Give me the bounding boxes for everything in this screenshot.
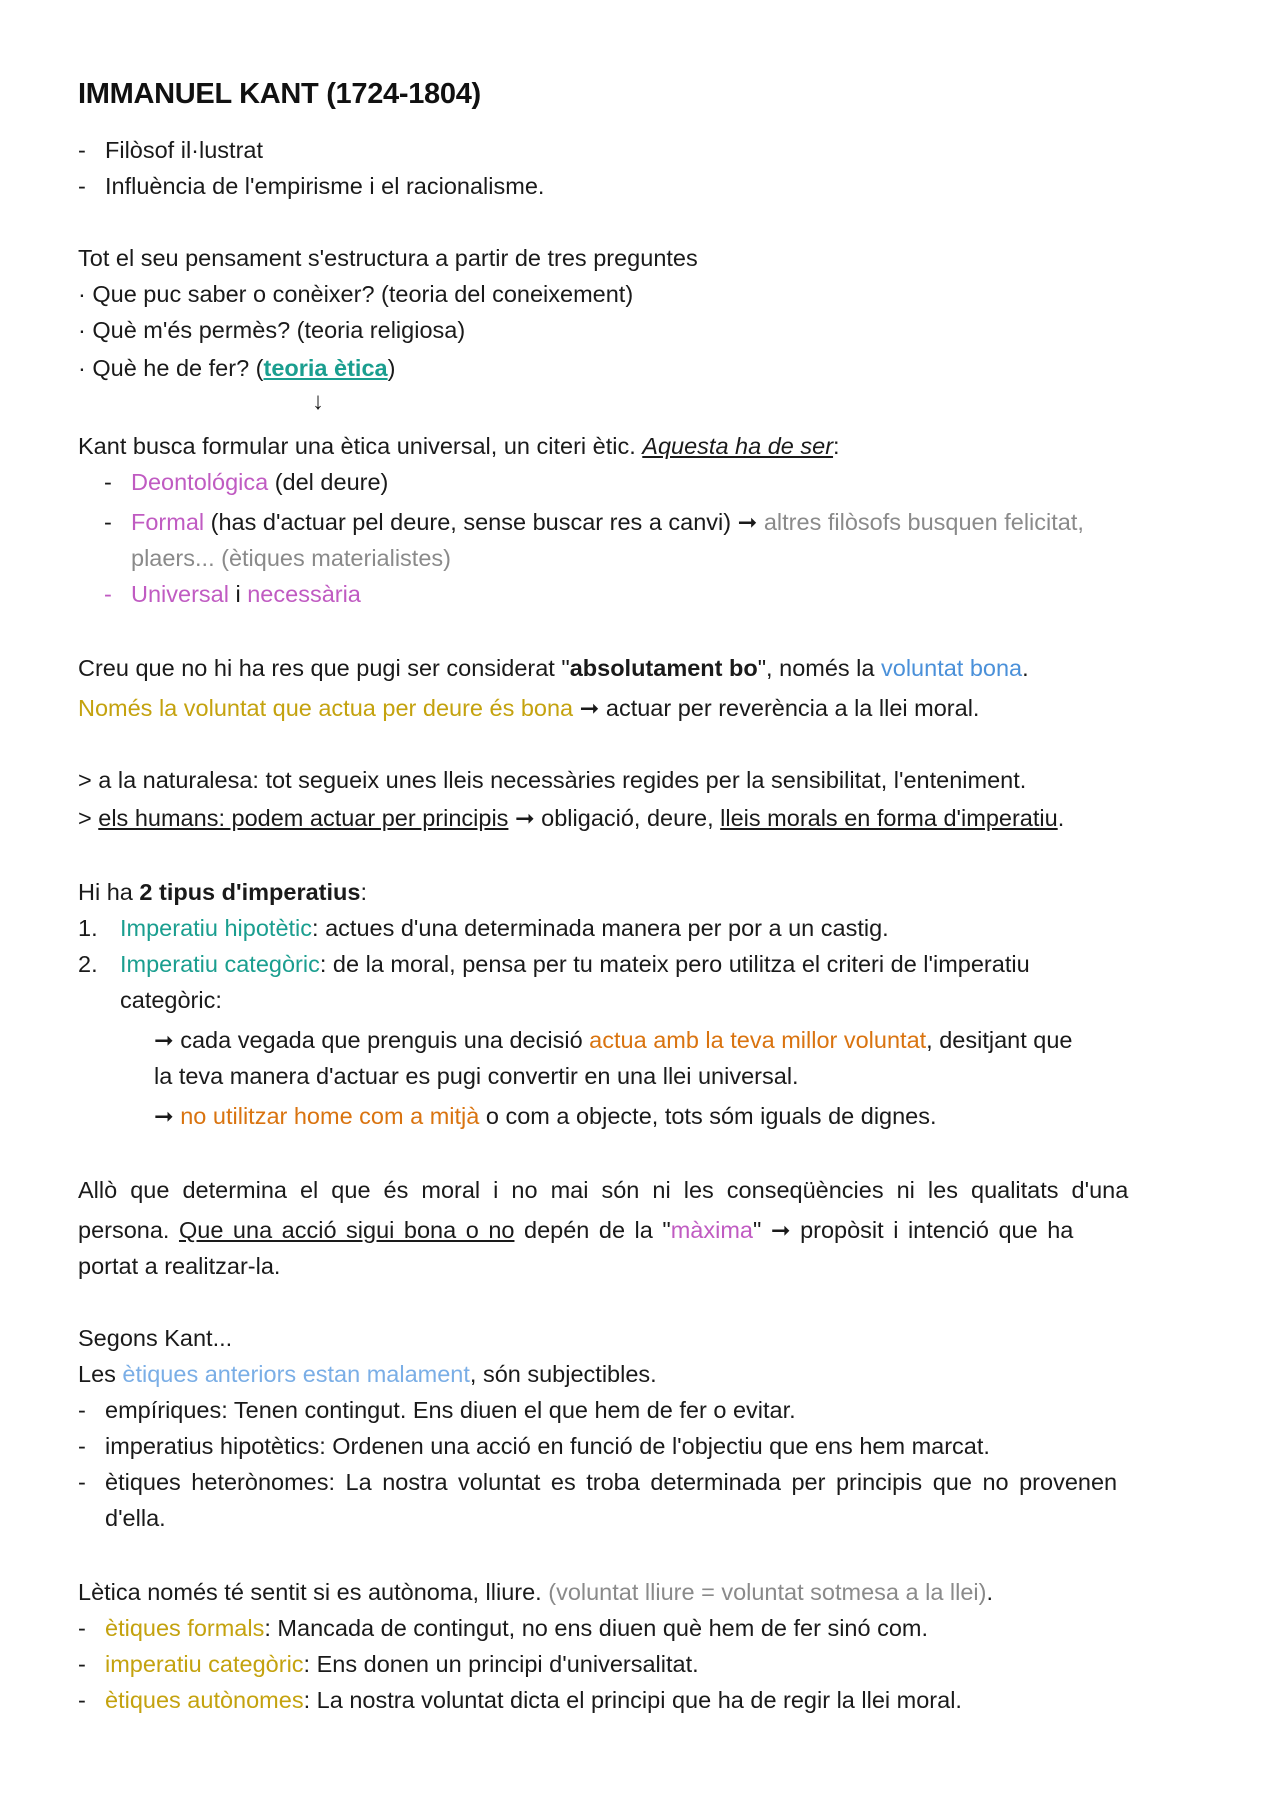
sub-highlight: no utilitzar home com a mitjà [180, 1103, 480, 1129]
ethics-term: Formal [131, 509, 205, 535]
imperative-item-2-cont: categòric: [120, 987, 222, 1013]
autonomy-term: ètiques formals [105, 1615, 265, 1641]
dash-marker: - [78, 173, 86, 199]
bullet-text: ètiques heterònomes: La nostra voluntat es troba determinada per principis que no provenen [105, 1469, 1118, 1495]
sub-text: ➞ [154, 1103, 181, 1129]
segons-bullet-3-cont: d'ella. [105, 1505, 166, 1531]
bullet-text: imperatius hipotètics: Ordenen una acció en funció de l'objectiu que ens hem marcat. [105, 1433, 990, 1459]
dash-marker: - [78, 1615, 86, 1641]
autonomy-bullet-2 [78, 1646, 1208, 1682]
autonomy-term: imperatiu categòric [105, 1651, 304, 1677]
imperative-desc: : de la moral, pensa per tu mateix pero utilitza el criteri de l'imperatiu [319, 951, 1030, 977]
segons-line-2 [78, 1356, 1208, 1392]
morality-line-1: Allò que determina el que és moral i no mai són ni les conseqüències ni les qualitats d'una [78, 1177, 1129, 1203]
will-text: ", només la [757, 655, 882, 681]
absolutely-good-bold: absolutament bo [569, 655, 758, 681]
question-1: · Que puc saber o conèixer? (teoria del coneixement) [78, 281, 634, 307]
dash-marker: - [78, 1433, 86, 1459]
morality-line-3: portat a realitzar-la. [78, 1253, 281, 1279]
bullet-text: empíriques: Tenen contingut. Ens diuen el que hem de fer o evitar. [105, 1397, 796, 1423]
question-3-text: · Què he de fer? ( [78, 355, 264, 381]
autonomy-text: Lètica només té sentit si es autònoma, lliure. [78, 1579, 549, 1605]
autonomy-desc: : Mancada de contingut, no ens diuen què hem de fer sinó com. [264, 1615, 929, 1641]
segons-lead: Segons Kant... [78, 1325, 233, 1351]
segons-text: Les [78, 1361, 123, 1387]
sub-text: o com a objecte, tots sóm iguals de dignes. [479, 1103, 937, 1129]
imperative-item-1 [78, 910, 1208, 946]
nature-text: ➞ obligació, deure, [508, 805, 721, 831]
imperative-term: Imperatiu hipotètic [120, 915, 313, 941]
bullet-text: Filòsof il·lustrat [105, 137, 264, 163]
autonomy-lead [78, 1574, 1208, 1610]
imperatives-text: Hi ha [78, 879, 140, 905]
segons-highlight: ètiques anteriors estan malament [122, 1361, 470, 1387]
autonomy-bullet-3 [78, 1682, 1208, 1718]
will-text: Creu que no hi ha res que pugi ser considerat " [78, 655, 570, 681]
sub-highlight: actua amb la teva millor voluntat [589, 1027, 927, 1053]
morality-text: persona. [78, 1217, 179, 1243]
ethics-gray-note-cont: plaers... (ètiques materialistes) [131, 545, 451, 571]
morality-line-2 [78, 1212, 1208, 1248]
nature-underline: lleis morals en forma d'imperatiu [720, 805, 1058, 831]
dash-marker: - [78, 1469, 86, 1495]
ethics-lead [78, 428, 1208, 464]
dash-marker: - [78, 137, 86, 163]
imperative-sub-1-cont: la teva manera d'actuar es pugi convertir en una llei universal. [154, 1063, 799, 1089]
duty-highlight: Només la voluntat que actua per deure és bona [78, 695, 574, 721]
question-3 [78, 350, 1208, 386]
maxim-highlight: màxima [670, 1217, 753, 1243]
autonomy-term: ètiques autònomes [105, 1687, 304, 1713]
morality-text: depén de la " [514, 1217, 671, 1243]
ethics-lead-text: Kant busca formular una ètica universal, un citeri ètic. [78, 433, 643, 459]
ethics-item-deontological [104, 464, 1208, 500]
will-paragraph-2 [78, 690, 1208, 726]
ethics-conj: i [228, 581, 248, 607]
ethics-item-formal [104, 504, 1208, 540]
ethics-desc: (has d'actuar pel deure, sense buscar res a canvi) ➞ [204, 509, 764, 535]
autonomy-bullet-1 [78, 1610, 1208, 1646]
ethics-desc: (del deure) [268, 469, 389, 495]
nature-line-1: > a la naturalesa: tot segueix unes lleis necessàries regides per la sensibilitat, l'enteniment. [78, 767, 1027, 793]
nature-text: > [78, 805, 99, 831]
dash-marker: - [78, 1651, 86, 1677]
dash-marker: - [104, 469, 112, 495]
dash-marker: - [78, 1687, 86, 1713]
morality-underline: Que una acció sigui bona o no [178, 1217, 515, 1243]
arrow-down-icon: ↓ [312, 388, 324, 415]
will-paragraph-1 [78, 650, 1208, 686]
list-number: 1. [78, 915, 98, 941]
morality-text: " ➞ propòsit i intenció que ha [752, 1217, 1074, 1243]
ethics-item-universal [104, 576, 1208, 612]
will-text: ➞ actuar per reverència a la llei moral. [573, 695, 980, 721]
imperative-sub-1 [154, 1022, 1208, 1058]
autonomy-gray-note: (voluntat lliure = voluntat sotmesa a la llei) [548, 1579, 987, 1605]
ethics-lead-colon: : [833, 433, 840, 459]
segons-text: , són subjectibles. [469, 1361, 657, 1387]
segons-bullet-2 [78, 1428, 1208, 1464]
ethics-theory-highlight: teoria ètica [263, 355, 388, 381]
bullet-text: Influència de l'empirisme i el racionalisme. [105, 173, 545, 199]
sub-text: , desitjant que [926, 1027, 1073, 1053]
imperative-term: Imperatiu categòric [120, 951, 320, 977]
segons-bullet-3 [78, 1464, 1208, 1500]
questions-lead: Tot el seu pensament s'estructura a partir de tres preguntes [78, 245, 698, 271]
intro-bullet-1 [78, 132, 1208, 168]
list-number: 2. [78, 951, 98, 977]
autonomy-desc: : La nostra voluntat dicta el principi que ha de regir la llei moral. [303, 1687, 962, 1713]
question-3-close: ) [387, 355, 396, 381]
segons-bullet-1 [78, 1392, 1208, 1428]
question-2: · Què m'és permès? (teoria religiosa) [78, 317, 466, 343]
dash-marker: - [78, 1397, 86, 1423]
page-title: IMMANUEL KANT (1724-1804) [78, 78, 481, 110]
ethics-lead-emphasis: Aquesta ha de ser [642, 433, 834, 459]
ethics-gray-note: altres filòsofs busquen felicitat, [763, 509, 1084, 535]
imperatives-lead [78, 874, 1208, 910]
imperative-sub-2 [154, 1098, 1208, 1134]
imperative-item-2 [78, 946, 1208, 982]
nature-text: . [1057, 805, 1065, 831]
ethics-term: Deontológica [131, 469, 269, 495]
good-will-highlight: voluntat bona [881, 655, 1023, 681]
autonomy-text: . [986, 1579, 994, 1605]
imperative-desc: : actues d'una determinada manera per por a un castig. [312, 915, 889, 941]
sub-text: ➞ cada vegada que prenguis una decisió [154, 1027, 590, 1053]
nature-underline: els humans: podem actuar per principis [98, 805, 509, 831]
will-text: . [1022, 655, 1029, 681]
ethics-term: Universal [131, 581, 229, 607]
ethics-term: necessària [247, 581, 361, 607]
intro-bullet-2 [78, 168, 1208, 204]
nature-line-2 [78, 800, 1208, 836]
imperatives-text: : [360, 879, 367, 905]
autonomy-desc: : Ens donen un principi d'universalitat. [303, 1651, 699, 1677]
dash-marker: - [104, 581, 112, 607]
imperatives-bold: 2 tipus d'imperatius [139, 879, 361, 905]
dash-marker: - [104, 509, 112, 535]
